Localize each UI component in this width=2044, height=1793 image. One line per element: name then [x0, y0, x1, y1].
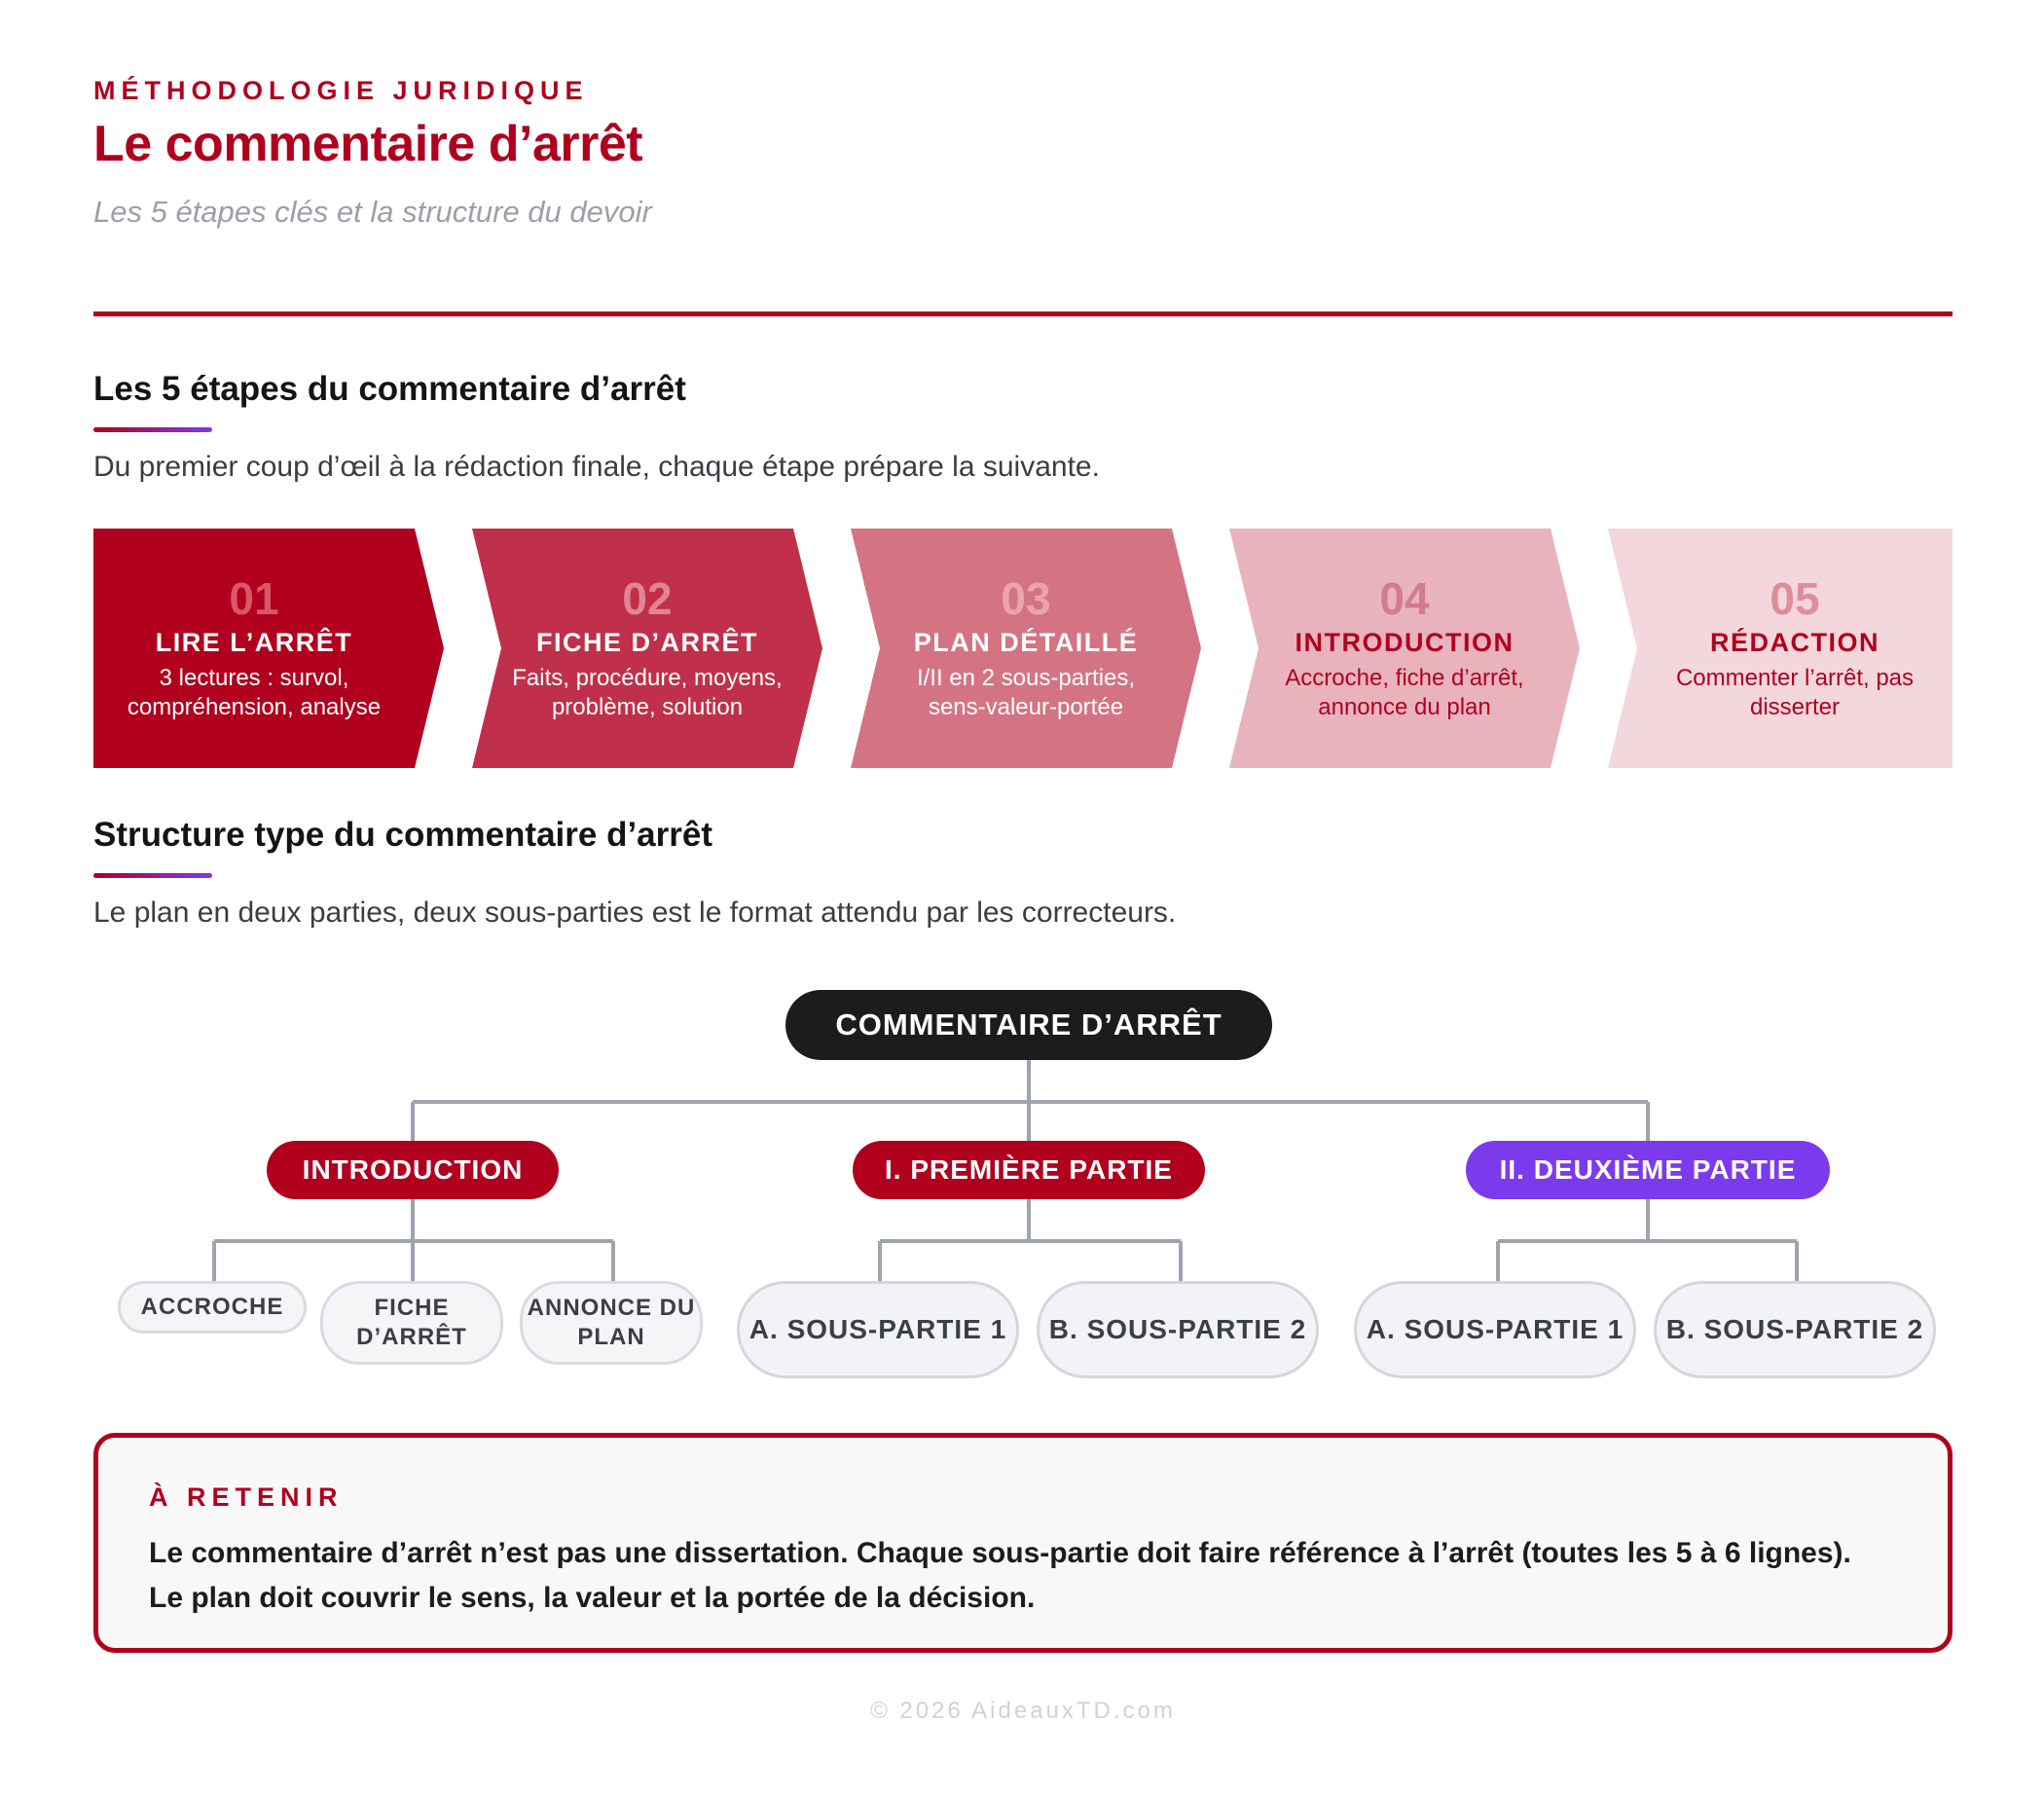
- step-description: Commenter l’arrêt, pas disserter: [1675, 665, 1915, 720]
- retenir-label: À RETENIR: [149, 1482, 344, 1512]
- tree-leaf-part1-a: A. SOUS-PARTIE 1: [737, 1281, 1019, 1378]
- step-title: INTRODUCTION: [1295, 628, 1515, 657]
- tree-leaf-accroche: ACCROCHE: [118, 1281, 307, 1334]
- page-title: Le commentaire d’arrêt: [93, 116, 643, 172]
- step-description: I/II en 2 sous-parties, sens-valeur-portée: [916, 665, 1136, 720]
- step-title: LIRE L’ARRÊT: [155, 628, 353, 657]
- step-title: PLAN DÉTAILLÉ: [913, 628, 1139, 657]
- step-description: Faits, procédure, moyens, problème, solution: [512, 665, 783, 720]
- footer-copyright: © 2026 AideauxTD.com: [870, 1698, 1176, 1724]
- tree-part-introduction: INTRODUCTION: [267, 1141, 559, 1199]
- infographic: [93, 0, 1953, 1793]
- steps-section-description: Du premier coup d’œil à la rédaction finale, chaque étape prépare la suivante.: [93, 451, 1100, 483]
- step-number: 05: [1770, 573, 1820, 624]
- tree-part-premiere: I. PREMIÈRE PARTIE: [853, 1141, 1205, 1199]
- step-title: FICHE D’ARRÊT: [536, 628, 758, 657]
- step-number: 04: [1379, 573, 1430, 624]
- steps-section-title: Les 5 étapes du commentaire d’arrêt: [93, 370, 686, 408]
- tree-part-deuxieme: II. DEUXIÈME PARTIE: [1466, 1141, 1830, 1199]
- step-number: 02: [622, 573, 673, 624]
- structure-section-description: Le plan en deux parties, deux sous-parties est le format attendu par les correcteurs.: [93, 896, 1177, 929]
- tree-connectors: [93, 0, 1953, 1421]
- tree-leaf-part1-b: B. SOUS-PARTIE 2: [1037, 1281, 1319, 1378]
- retenir-text: Le commentaire d’arrêt n’est pas une dissertation. Chaque sous-partie doit faire référence à l’arrêt (toutes les 5 à 6 lignes). Le plan doit couvrir le sens, la valeur et la portée de la décision.: [149, 1537, 1851, 1614]
- tree-leaf-fiche: FICHE D’ARRÊT: [320, 1281, 503, 1365]
- tree-leaf-part2-b: B. SOUS-PARTIE 2: [1654, 1281, 1936, 1378]
- structure-section-title: Structure type du commentaire d’arrêt: [93, 816, 712, 854]
- retenir-box: [93, 1433, 1953, 1653]
- tree-leaf-part2-a: A. SOUS-PARTIE 1: [1354, 1281, 1636, 1378]
- eyebrow: MÉTHODOLOGIE JURIDIQUE: [93, 76, 589, 105]
- step-number: 03: [1001, 573, 1051, 624]
- tree-root: COMMENTAIRE D’ARRÊT: [785, 990, 1272, 1060]
- step-number: 01: [229, 573, 279, 624]
- page-subtitle: Les 5 étapes clés et la structure du devoir: [93, 195, 652, 229]
- step-title: RÉDACTION: [1710, 628, 1880, 657]
- tree-leaf-annonce: ANNONCE DU PLAN: [520, 1281, 703, 1365]
- step-description: Accroche, fiche d’arrêt, annonce du plan: [1285, 665, 1524, 720]
- step-description: 3 lectures : survol, compréhension, analyse: [127, 665, 382, 720]
